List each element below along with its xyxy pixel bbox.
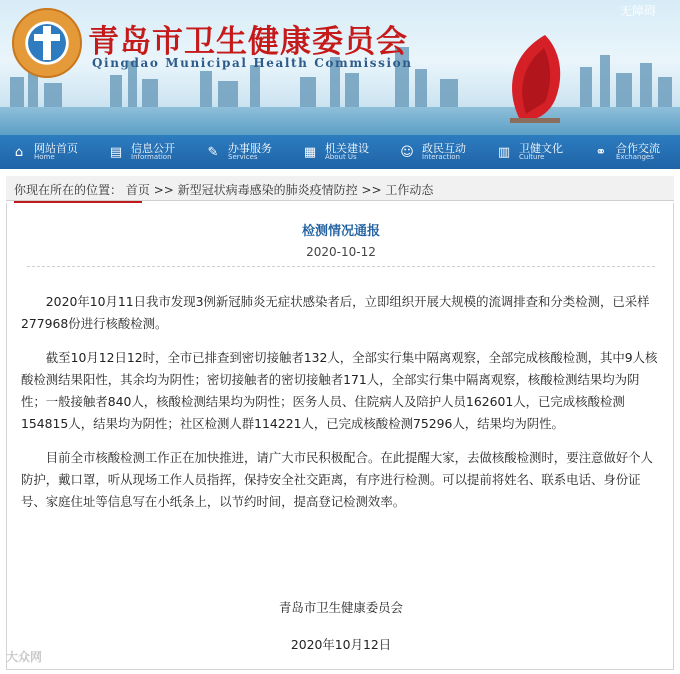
nav-label-en: Culture — [519, 153, 545, 162]
article-paragraph: 目前全市核酸检测工作正在加快推进，请广大市民积极配合。在此提醒大家，去做核酸检测时，要注意做好个人防护，戴口罩，听从现场工作人员指挥，保持安全社交距离，有序进行检测。可以提前将姓名、联系电话、身份证号、家庭住址等信息写在小纸条上，以节约时间，提高登记检测效率。 — [21, 450, 653, 509]
nav-label-en: Information — [131, 153, 172, 162]
nav-label-en: About Us — [325, 153, 357, 162]
site-subtitle: Qingdao Municipal Health Commission — [92, 56, 413, 70]
nav-label: 办事服务 — [228, 141, 272, 155]
watermark — [6, 648, 42, 665]
article-card — [6, 203, 674, 670]
breadcrumb — [6, 176, 674, 201]
article-date: 2020-10-12 — [306, 245, 376, 259]
header-banner — [0, 0, 680, 135]
nav-label-en: Interaction — [422, 153, 460, 162]
nav-item-culture[interactable] — [485, 135, 582, 169]
nav-label-en: Exchanges — [616, 153, 654, 162]
breadcrumb-prefix: 你现在所在的位置： — [14, 183, 123, 197]
document-icon: ▤ — [109, 144, 123, 160]
nav-label: 网站首页 — [34, 141, 78, 155]
nav-label-en: Services — [228, 153, 258, 162]
nav-label: 合作交流 — [616, 141, 660, 155]
article-paragraph: 2020年10月11日我市发现3例新冠肺炎无症状感染者后，立即组织开展大规模的流调排查和分类检测，已采样277968份进行核酸检测。 — [21, 294, 650, 331]
breadcrumb-separator: >> — [153, 183, 174, 197]
home-icon: ⌂ — [14, 144, 24, 160]
people-icon: ☺ — [400, 144, 414, 160]
signature-organization: 青岛市卫生健康委员会 — [279, 600, 403, 615]
book-icon: ▥ — [497, 144, 511, 160]
nav-item-exchanges[interactable] — [582, 135, 679, 169]
breadcrumb-current-link[interactable]: 工作动态 — [385, 183, 434, 197]
nav-label: 信息公开 — [131, 141, 175, 155]
divider — [27, 266, 655, 267]
building-icon: ▦ — [303, 144, 317, 160]
handshake-icon: ⚭ — [595, 144, 607, 160]
nav-label-en: Home — [34, 153, 55, 162]
sea-wave — [0, 107, 680, 135]
main-nav — [0, 135, 680, 169]
breadcrumb-section-link[interactable]: 新型冠状病毒感染的肺炎疫情防控 — [177, 183, 358, 197]
breadcrumb-separator: >> — [361, 183, 382, 197]
nav-label: 卫健文化 — [519, 141, 563, 155]
article-body — [21, 291, 661, 525]
breadcrumb-home-link[interactable]: 首页 — [125, 183, 150, 197]
nav-item-information[interactable] — [97, 135, 194, 169]
signature-date: 2020年10月12日 — [290, 637, 392, 652]
article-paragraph: 截至10月12日12时，全市已排查到密切接触者132人，全部实行集中隔离观察，全部完成核酸检测，其中9人核酸检测结果阳性，其余均为阴性；密切接触者的密切接触者171人，全部实行集中隔离观察，核酸检测结果均为阴性；一般接触者840人，核酸检测结果均为阴性；医务人员、住院病人及陪护人员162601人，已完成核酸检测154815人，结果均为阴性；社区检测人群114221人，已完成核酸检测75296人，结果均为阴性。 — [21, 350, 658, 431]
nav-label: 机关建设 — [325, 141, 369, 155]
commission-logo[interactable] — [12, 8, 82, 78]
site-title: 青岛市卫生健康委员会 — [88, 24, 408, 60]
service-icon: ✎ — [207, 144, 219, 160]
nav-item-interaction[interactable] — [388, 135, 485, 169]
nav-label: 政民互动 — [422, 141, 466, 155]
accessibility-link[interactable]: 无障碍 — [619, 4, 656, 18]
nav-item-about[interactable] — [291, 135, 388, 169]
watermark-text: 大众网 — [6, 650, 43, 664]
article-title: 检测情况通报 — [301, 224, 380, 239]
may-wind-sculpture-image — [500, 30, 570, 125]
nav-item-services[interactable] — [194, 135, 291, 169]
nav-item-home[interactable] — [0, 135, 97, 169]
